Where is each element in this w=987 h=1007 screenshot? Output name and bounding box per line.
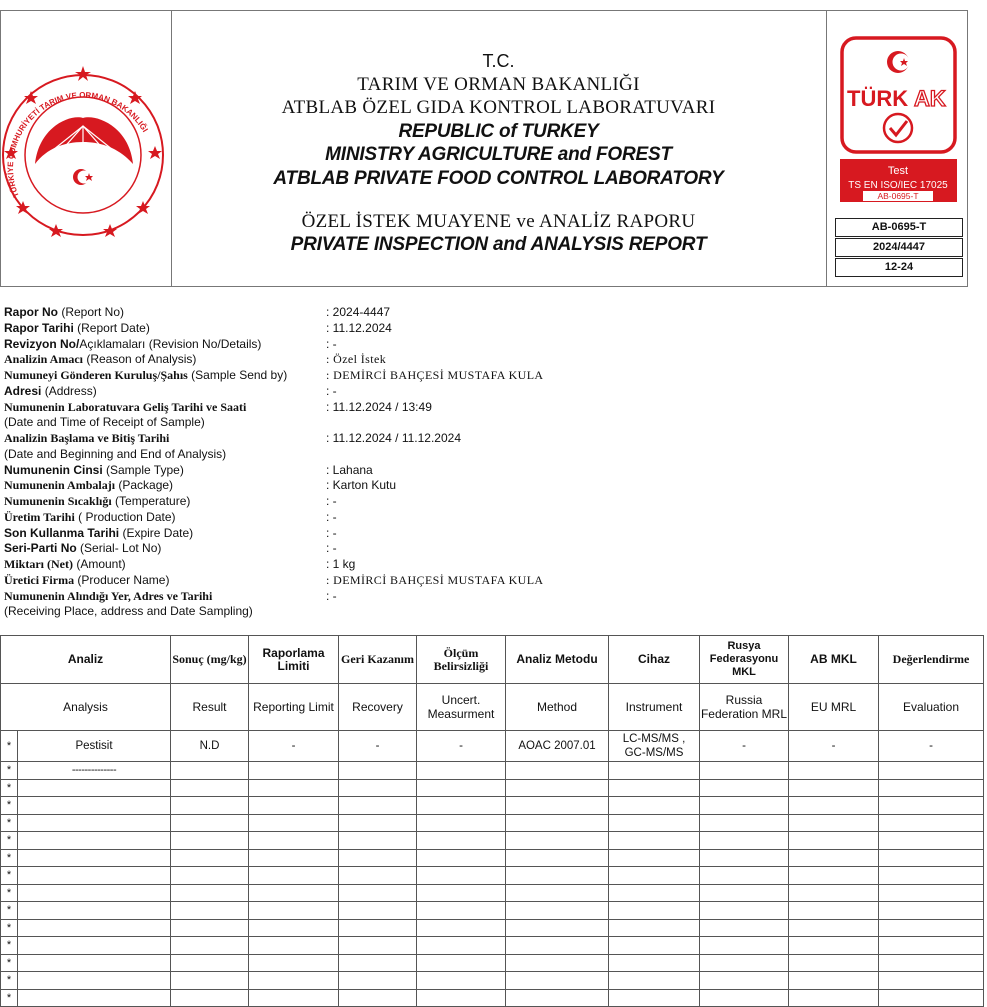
table-row	[1, 731, 984, 762]
info-label: Adresi (Address)	[4, 383, 97, 398]
info-value: : DEMİRCİ BAHÇESİ MUSTAFA KULA	[326, 572, 544, 587]
svg-text:TÜRKİYE CUMHURİYETİ TARIM VE O: TÜRKİYE CUMHURİYETİ TARIM VE ORMAN BAKANLIĞI	[5, 90, 150, 199]
svg-text:AK: AK	[914, 86, 946, 111]
report-number-box: 2024/4447	[835, 238, 963, 257]
info-value: : 2024-4447	[326, 305, 391, 319]
info-label: Üretim Tarihi ( Production Date)	[4, 509, 176, 524]
header-result: Result	[171, 684, 249, 731]
cell-analysis: --------------	[18, 762, 171, 780]
header-eu-mrl: EU MRL	[789, 684, 879, 731]
info-value: : -	[326, 494, 337, 508]
info-value: : 11.12.2024 / 13:49	[326, 399, 432, 414]
row-marker: *	[1, 731, 18, 762]
info-label: Son Kullanma Tarihi (Expire Date)	[4, 525, 194, 540]
info-row	[4, 337, 964, 353]
cell-instrument: LC-MS/MS , GC-MS/MS	[609, 731, 700, 762]
ministry-title-tr: TARIM VE ORMAN BAKANLIĞI	[357, 74, 640, 95]
info-row	[4, 305, 964, 321]
row-marker: *	[1, 779, 18, 797]
info-label: Rapor Tarihi (Report Date)	[4, 320, 150, 335]
info-row	[4, 573, 964, 589]
info-row	[4, 557, 964, 573]
info-label: Numunenin Alındığı Yer, Adres ve Tarihi	[4, 588, 213, 603]
info-value: : -	[326, 336, 337, 351]
info-value: : Lahana	[326, 462, 373, 477]
sample-info-list	[4, 305, 964, 620]
svg-text:TÜRK: TÜRK	[847, 86, 909, 111]
header-russia-mrl: Russia Federation MRL	[700, 684, 789, 731]
info-label: Miktarı (Net) (Amount)	[4, 557, 126, 571]
info-label: Numunenin Sıcaklığı (Temperature)	[4, 494, 191, 508]
info-row	[4, 604, 964, 620]
table-row	[1, 832, 984, 850]
svg-text:AB-0695-T: AB-0695-T	[877, 191, 919, 201]
cell-russia: -	[700, 731, 789, 762]
cell-eu: -	[789, 731, 879, 762]
info-value: : -	[326, 383, 337, 398]
info-label: Üretici Firma (Producer Name)	[4, 572, 170, 587]
cell-evaluation: -	[879, 731, 984, 762]
header-uncert: Uncert. Measurment	[417, 684, 506, 731]
info-value: : -	[326, 588, 337, 603]
svg-text:TS EN ISO/IEC 17025: TS EN ISO/IEC 17025	[848, 180, 948, 191]
info-row	[4, 478, 964, 494]
row-marker: *	[1, 867, 18, 885]
report-header	[0, 10, 968, 287]
cell-result: N.D	[171, 731, 249, 762]
info-row	[4, 352, 964, 368]
info-label: Numuneyi Gönderen Kuruluş/Şahıs (Sample Send by)	[4, 368, 288, 382]
info-label: Revizyon No/Açıklamaları (Revision No/Details)	[4, 336, 262, 351]
header-sonuc: Sonuç (mg/kg)	[171, 636, 249, 684]
header-reporting-limit: Reporting Limit	[249, 684, 339, 731]
analysis-table	[0, 635, 984, 1007]
info-value: : DEMİRCİ BAHÇESİ MUSTAFA KULA	[326, 368, 544, 382]
info-label: Numunenin Laboratuvara Geliş Tarihi ve Saati	[4, 399, 247, 414]
info-label: (Receiving Place, address and Date Sampling)	[4, 604, 253, 619]
info-row	[4, 541, 964, 557]
table-row	[1, 762, 984, 780]
lab-title-en: ATBLAB PRIVATE FOOD CONTROL LABORATORY	[273, 168, 724, 189]
lab-title-tr: ATBLAB ÖZEL GIDA KONTROL LABORATUVARI	[281, 97, 716, 118]
header-evaluation: Evaluation	[879, 684, 984, 731]
row-marker: *	[1, 954, 18, 972]
info-row	[4, 321, 964, 337]
info-label: Numunenin Ambalajı (Package)	[4, 478, 174, 493]
info-value: : Karton Kutu	[326, 478, 397, 493]
header-method: Method	[506, 684, 609, 731]
info-row	[4, 431, 964, 447]
info-value: : -	[326, 525, 337, 540]
table-row	[1, 797, 984, 815]
info-value: : 11.12.2024	[326, 320, 392, 335]
info-row	[4, 400, 964, 416]
svg-text:Test: Test	[887, 165, 909, 177]
table-row	[1, 867, 984, 885]
info-label: (Date and Beginning and End of Analysis)	[4, 446, 227, 461]
row-marker: *	[1, 902, 18, 920]
cell-limit: -	[249, 731, 339, 762]
report-date-box: 12-24	[835, 258, 963, 277]
table-row	[1, 972, 984, 990]
turkak-logo	[840, 36, 957, 226]
row-marker: *	[1, 832, 18, 850]
ministry-seal-cell	[1, 11, 172, 286]
info-row	[4, 384, 964, 400]
report-title-en: PRIVATE INSPECTION and ANALYSIS REPORT	[290, 234, 707, 255]
info-value: : 1 kg	[326, 557, 356, 571]
header-analiz: Analiz	[1, 636, 171, 684]
ministry-seal-icon	[1, 46, 171, 246]
row-marker: *	[1, 814, 18, 832]
header-instrument: Instrument	[609, 684, 700, 731]
info-label: (Date and Time of Receipt of Sample)	[4, 415, 205, 430]
republic-title-en: REPUBLIC of TURKEY	[398, 121, 599, 142]
header-geri-kazanim: Geri Kazanım	[339, 636, 417, 684]
info-value: : 11.12.2024 / 11.12.2024	[326, 431, 462, 445]
row-marker: *	[1, 989, 18, 1007]
info-row	[4, 447, 964, 463]
info-row	[4, 494, 964, 510]
table-row	[1, 954, 984, 972]
row-marker: *	[1, 797, 18, 815]
info-row	[4, 368, 964, 384]
table-row	[1, 849, 984, 867]
cell-uncert: -	[417, 731, 506, 762]
header-analysis: Analysis	[1, 684, 171, 731]
report-title-tr: ÖZEL İSTEK MUAYENE ve ANALİZ RAPORU	[301, 211, 696, 232]
table-header-en	[1, 684, 984, 731]
table-row	[1, 902, 984, 920]
cell-analysis: Pestisit	[18, 731, 171, 762]
row-marker: *	[1, 884, 18, 902]
accreditation-code-box: AB-0695-T	[835, 218, 963, 237]
info-row	[4, 415, 964, 431]
info-row	[4, 463, 964, 479]
header-cihaz: Cihaz	[609, 636, 700, 684]
info-value: : -	[326, 541, 337, 556]
table-row	[1, 989, 984, 1007]
table-header-tr	[1, 636, 984, 684]
header-raporlama: Raporlama Limiti	[249, 636, 339, 684]
row-marker: *	[1, 972, 18, 990]
header-olcum: Ölçüm Belirsizliği	[417, 636, 506, 684]
table-row	[1, 884, 984, 902]
info-row	[4, 589, 964, 605]
header-recovery: Recovery	[339, 684, 417, 731]
table-row	[1, 937, 984, 955]
row-marker: *	[1, 919, 18, 937]
info-label: Numunenin Cinsi (Sample Type)	[4, 462, 184, 477]
row-marker: *	[1, 849, 18, 867]
cell-recovery: -	[339, 731, 417, 762]
header-rusya: Rusya Federasyonu MKL	[700, 636, 789, 684]
info-label: Rapor No (Report No)	[4, 305, 125, 319]
info-row	[4, 510, 964, 526]
header-title-block	[171, 11, 826, 286]
info-label: Analizin Amacı (Reason of Analysis)	[4, 352, 197, 367]
accreditation-cell	[826, 11, 969, 286]
ministry-title-en: MINISTRY AGRICULTURE and FOREST	[325, 144, 672, 165]
info-label: Seri-Parti No (Serial- Lot No)	[4, 541, 162, 556]
header-ab-mkl: AB MKL	[789, 636, 879, 684]
info-value: : Özel İstek	[326, 352, 387, 367]
info-row	[4, 526, 964, 542]
cell-method: AOAC 2007.01	[506, 731, 609, 762]
info-value: : -	[326, 509, 337, 524]
table-row	[1, 814, 984, 832]
row-marker: *	[1, 762, 18, 780]
row-marker: *	[1, 937, 18, 955]
header-degerlendirme: Değerlendirme	[879, 636, 984, 684]
table-row	[1, 919, 984, 937]
tc-title: T.C.	[482, 51, 515, 71]
header-metod: Analiz Metodu	[506, 636, 609, 684]
info-label: Analizin Başlama ve Bitiş Tarihi	[4, 431, 170, 445]
table-row	[1, 779, 984, 797]
